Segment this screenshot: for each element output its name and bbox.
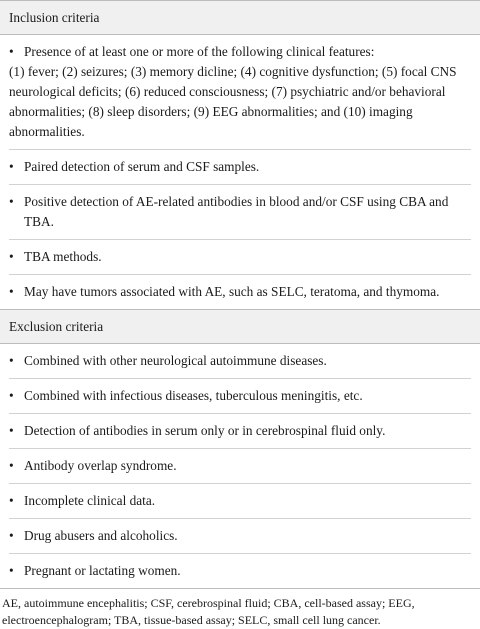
exclusion-item-5 bbox=[9, 484, 471, 519]
exclusion-item-text: Antibody overlap syndrome. bbox=[24, 458, 177, 473]
inclusion-item-text: Positive detection of AE-related antibodies in blood and/or CSF using CBA and TBA. bbox=[24, 194, 449, 229]
exclusion-criteria-list bbox=[0, 344, 480, 588]
exclusion-item-2 bbox=[9, 379, 471, 414]
exclusion-item-text: Incomplete clinical data. bbox=[24, 493, 156, 508]
inclusion-criteria-list bbox=[0, 35, 480, 309]
bullet-marker: • bbox=[9, 284, 14, 299]
bullet-marker: • bbox=[9, 159, 14, 174]
exclusion-item-4 bbox=[9, 449, 471, 484]
bullet-marker: • bbox=[9, 388, 14, 403]
inclusion-item-text: May have tumors associated with AE, such as SELC, teratoma, and thymoma. bbox=[24, 284, 440, 299]
table-footnote: AE, autoimmune encephalitis; CSF, cerebrospinal fluid; CBA, cell-based assay; EEG, electroencephalogram; TBA, tissue-based assay; SELC, small cell lung cancer. bbox=[2, 596, 415, 627]
bullet-marker: • bbox=[9, 493, 14, 508]
inclusion-item-1 bbox=[9, 35, 471, 150]
inclusion-item-4 bbox=[9, 240, 471, 275]
bullet-marker: • bbox=[9, 44, 14, 59]
inclusion-item-2 bbox=[9, 150, 471, 185]
exclusion-item-1 bbox=[9, 344, 471, 379]
inclusion-item-text: TBA methods. bbox=[24, 249, 102, 264]
bullet-marker: • bbox=[9, 194, 14, 209]
bullet-marker: • bbox=[9, 353, 14, 368]
inclusion-item-5 bbox=[9, 275, 471, 309]
bullet-marker: • bbox=[9, 563, 14, 578]
exclusion-item-3 bbox=[9, 414, 471, 449]
inclusion-item-1-detail: (1) fever; (2) seizures; (3) memory dicline; (4) cognitive dysfunction; (5) focal CNS neurological deficits; (6) reduced consciousness; (7) psychiatric and/or behavioral abnormalities; (8) sleep disorders; (9) EEG abnormalities; and (10) imaging abnormalities. bbox=[9, 64, 457, 139]
exclusion-item-text: Combined with other neurological autoimmune diseases. bbox=[24, 353, 327, 368]
exclusion-item-text: Drug abusers and alcoholics. bbox=[24, 528, 178, 543]
inclusion-item-3 bbox=[9, 185, 471, 240]
bullet-marker: • bbox=[9, 423, 14, 438]
exclusion-item-text: Detection of antibodies in serum only or in cerebrospinal fluid only. bbox=[24, 423, 386, 438]
exclusion-item-text: Combined with infectious diseases, tuberculous meningitis, etc. bbox=[24, 388, 363, 403]
exclusion-item-text: Pregnant or lactating women. bbox=[24, 563, 181, 578]
exclusion-item-6 bbox=[9, 519, 471, 554]
exclusion-item-7 bbox=[9, 554, 471, 588]
inclusion-item-1-lead: Presence of at least one or more of the following clinical features: bbox=[24, 44, 375, 59]
inclusion-item-text: Paired detection of serum and CSF samples. bbox=[24, 159, 260, 174]
exclusion-criteria-header: Exclusion criteria bbox=[0, 309, 480, 344]
bullet-marker: • bbox=[9, 528, 14, 543]
inclusion-criteria-header: Inclusion criteria bbox=[0, 0, 480, 35]
bullet-marker: • bbox=[9, 249, 14, 264]
bullet-marker: • bbox=[9, 458, 14, 473]
